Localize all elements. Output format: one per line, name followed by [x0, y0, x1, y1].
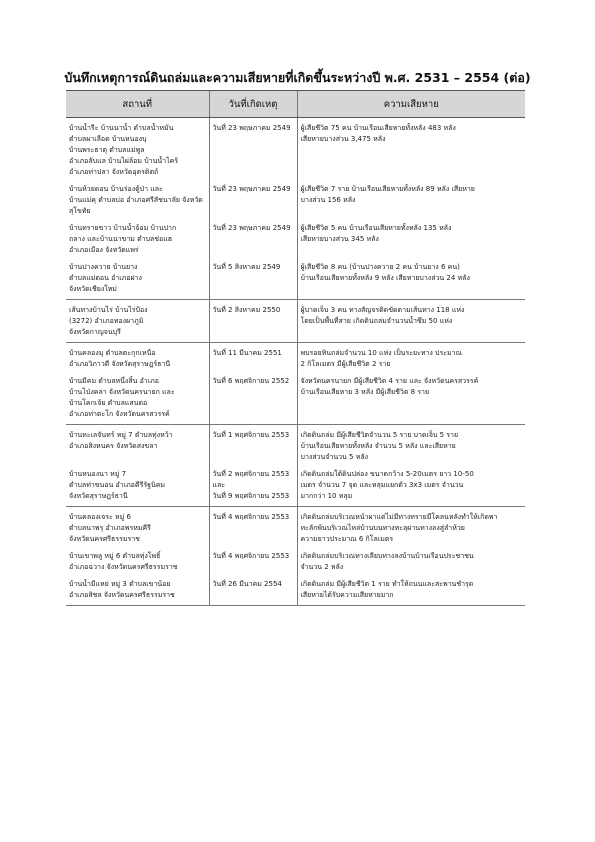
cell-date: [209, 507, 297, 546]
place-line: บ้านคลองมุ ตำบลตะกุกเหนือ: [69, 349, 156, 357]
table-row: [66, 217, 525, 256]
damage-line: เมตร จำนวน 7 จุด และหลุมแยกตัว 3x3 เมตร จำนวน: [300, 481, 464, 489]
damage-line: ผู้เสียชีวิต 5 คน บ้านเรือนเสียหายทั้งหลัง 135 หลัง: [300, 224, 452, 232]
cell-date: [209, 425, 297, 464]
cell-date: [209, 343, 297, 371]
place-line: บ้านทะเลจันทร์ หมู่ 7 ตำบลทุ่งหว้า: [69, 431, 173, 439]
place-line: อำเภอสิชล จังหวัดนครศรีธรรมราช: [69, 591, 175, 599]
damage-line: ความยาวประมาณ 6 กิโลเมตร: [300, 535, 394, 543]
date-line: วันที่ 5 สิงหาคม 2549: [212, 263, 281, 271]
damage-line: โดยเป็นพื้นที่สาย เกิดดินถล่มจำนวนน้ำซึม 50 แห่ง: [300, 317, 453, 325]
cell-date: [209, 217, 297, 256]
cell-place: [66, 178, 209, 217]
place-line: อำเภอวิภาวดี จังหวัดสุราษฎร์ธานี: [69, 360, 171, 368]
damage-line: บางส่วนจำนวน 5 หลัง: [300, 453, 369, 461]
landslide-records-table: [66, 90, 525, 606]
damage-line: ผู้เสียชีวิต 7 ราย บ้านเรือนเสียหายทั้งหลัง 89 หลัง เสียหาย: [300, 185, 475, 193]
header-place: สถานที่: [66, 91, 209, 118]
damage-line: จังหวัดนครนายก มีผู้เสียชีวิต 4 ราย และ จังหวัดนครสวรรค์: [300, 377, 479, 385]
header-damage: ความเสียหาย: [297, 91, 525, 118]
date-line: วันที่ 4 พฤศจิกายน 2553: [212, 513, 290, 521]
date-line: วันที่ 1 พฤศจิกายน 2553: [212, 431, 290, 439]
date-line: วันที่ 4 พฤศจิกายน 2553: [212, 552, 290, 560]
place-line: สุโขทัย: [69, 207, 91, 215]
damage-line: เกิดดินถล่มใต้ดินปล่อง ขนาดกว้าง 5-20เมตร ยาว 10-50: [300, 470, 474, 478]
cell-date: [209, 370, 297, 425]
place-line: บ้านพระธาตุ ตำบลแม่พูล: [69, 146, 145, 154]
cell-place: [66, 545, 209, 573]
place-line: เส้นทางบ้านไร่ บ้านไร่ป้อง: [69, 306, 148, 314]
cell-damage: [297, 178, 525, 217]
table-row: [66, 463, 525, 507]
place-line: อำเภอท่าตะโก จังหวัดนครสวรรค์: [69, 410, 170, 418]
date-line: วันที่ 11 มีนาคม 2551: [212, 349, 282, 357]
cell-damage: [297, 573, 525, 606]
cell-damage: [297, 425, 525, 464]
place-line: บ้านเขาพลู หมู่ 6 ตำบลทุ่งโพธิ์: [69, 552, 161, 560]
damage-line: ผู้เสียชีวิต 8 คน (บ้านปางควาย 2 คน บ้านยาง 6 คน): [300, 263, 460, 271]
cell-damage: [297, 370, 525, 425]
cell-date: [209, 118, 297, 179]
cell-damage: [297, 343, 525, 371]
damage-line: บางส่วน 156 หลัง: [300, 196, 356, 204]
table-row: [66, 545, 525, 573]
place-line: บ้านคลองเจระ หมู่ 6: [69, 513, 131, 521]
cell-place: [66, 507, 209, 546]
cell-damage: [297, 118, 525, 179]
cell-place: [66, 217, 209, 256]
place-line: อำเภอสิงหนคร จังหวัดสงขลา: [69, 442, 158, 450]
cell-place: [66, 118, 209, 179]
place-line: (3272) อำเภอทองผาภูมิ: [69, 317, 144, 325]
table-row: [66, 573, 525, 606]
cell-place: [66, 343, 209, 371]
cell-place: [66, 370, 209, 425]
place-line: บ้านโคกเจ้ย ตำบลแสนตอ: [69, 399, 148, 407]
place-line: จังหวัดสุราษฎร์ธานี: [69, 492, 128, 500]
cell-place: [66, 256, 209, 300]
place-line: อำเภอเมือง จังหวัดแพร่: [69, 246, 139, 254]
date-line: วันที่ 23 พฤษภาคม 2549: [212, 185, 291, 193]
place-line: อำเภอลับแล บ้านไผ่ล้อม บ้านน้ำไคร้: [69, 157, 179, 165]
cell-date: [209, 256, 297, 300]
table-row: [66, 256, 525, 300]
cell-damage: [297, 507, 525, 546]
cell-place: [66, 463, 209, 507]
damage-line: เกิดดินถล่ม มีผู้เสียชีวิต 1 ราย ทำให้ถนนและสะพานชำรุด: [300, 580, 474, 588]
place-line: บ้านน้ำรีะ บ้านนาน้ำ ตำบลน้ำหมัน: [69, 124, 174, 132]
cell-place: [66, 425, 209, 464]
damage-line: จำนวน 2 หลัง: [300, 563, 344, 571]
table-row: [66, 118, 525, 179]
cell-damage: [297, 217, 525, 256]
date-line: วันที่ 23 พฤษภาคม 2549: [212, 124, 291, 132]
damage-line: เสียหายบางส่วน 345 หลัง: [300, 235, 379, 243]
date-line: วันที่ 26 มีนาคม 2554: [212, 580, 282, 588]
date-line: วันที่ 9 พฤศจิกายน 2553: [212, 492, 290, 500]
place-line: บ้านน้ำมีแหย่ หมู่ 3 ตำบลเขาน้อย: [69, 580, 171, 588]
damage-line: บ้านเรือนเสียหายทั้งหลัง 9 หลัง เสียหายบางส่วน 24 หลัง: [300, 274, 470, 282]
cell-date: [209, 463, 297, 507]
place-line: บ้านหนองนา หมู่ 7: [69, 470, 127, 478]
place-line: อำเภอท่าปลา จังหวัดอุตรดิตถ์: [69, 168, 159, 176]
cell-date: [209, 545, 297, 573]
date-line: วันที่ 2 สิงหาคม 2550: [212, 306, 281, 314]
place-line: จังหวัดกาญจนบุรี: [69, 328, 121, 336]
damage-line: 2 กิโลเมตร มีผู้เสียชีวิต 2 ราย: [300, 360, 391, 368]
damage-line: เสียหายได้รับความเสียหายมาก: [300, 591, 394, 599]
table-header-row: [66, 91, 525, 118]
cell-date: [209, 573, 297, 606]
header-date: วันที่เกิดเหตุ: [209, 91, 297, 118]
damage-line: มากกว่า 10 หลุม: [300, 492, 353, 500]
place-line: บ้านแม่คุ ตำบลบ่อ อำเภอศรีสัชนาลัย จังหวัด: [69, 196, 203, 204]
table-row: [66, 300, 525, 343]
damage-line: เกิดดินถล่มบริเวณหน้าผาแต่ไม่มีทางทรายมีโคลนหลังทำให้เกิดพา: [300, 513, 498, 521]
place-line: บ้านมีคม ตำบลหนึ่งสิ้น อำเภอ: [69, 377, 159, 385]
damage-line: เกิดดินถล่มบริเวณทางเลียบทางลงบ้านบ้านเรือนประชาชน: [300, 552, 474, 560]
place-line: ตำบลผาเลือด บ้านหนองบุ: [69, 135, 147, 143]
cell-damage: [297, 256, 525, 300]
damage-line: บ้านเรือนเสียหาย 3 หลัง มีผู้เสียชีวิต 8 ราย: [300, 388, 430, 396]
place-line: ตำบลนาพรุ อำเภอพรหมคีรี: [69, 524, 151, 532]
cell-damage: [297, 545, 525, 573]
table-row: [66, 343, 525, 371]
date-line: และ: [212, 481, 226, 489]
damage-line: ผู้เสียชีวิต 75 คน บ้านเรือนเสียหายทั้งหลัง 483 หลัง: [300, 124, 456, 132]
table-row: [66, 370, 525, 425]
table-row: [66, 507, 525, 546]
cell-place: [66, 573, 209, 606]
page-title: บันทึกเหตุการณ์ดินถล่มและความเสียหายที่เกิดขึ้นระหว่างปี พ.ศ. 2531 – 2554 (ต่อ): [64, 70, 531, 85]
cell-date: [209, 178, 297, 217]
date-line: วันที่ 6 พฤศจิกายน 2552: [212, 377, 290, 385]
damage-line: เกิดดินถล่ม มีผู้เสียชีวิตจำนวน 5 ราย บาดเจ็บ 5 ราย: [300, 431, 459, 439]
damage-line: เสียหายบางส่วน 3,475 หลัง: [300, 135, 386, 143]
place-line: บ้านทรายขาว บ้านน้ำจ้อม บ้านปาก: [69, 224, 177, 232]
cell-date: [209, 300, 297, 343]
table-row: [66, 425, 525, 464]
table-row: [66, 178, 525, 217]
date-line: วันที่ 23 พฤษภาคม 2549: [212, 224, 291, 232]
damage-line: ทะลักพ้นบริเวณไหล่บ้านบนทางทะลุผ่านทางลงสู่ลำห้วย: [300, 524, 465, 532]
damage-line: ผู้บาดเจ็บ 3 คน ทางสัญจรติดขัดตามเส้นทาง 118 แห่ง: [300, 306, 465, 314]
place-line: บ้านห้วยดอน บ้านร่องตู้ป่า และ: [69, 185, 163, 193]
place-line: บ้านโป่งคลา จังหวัดนครนายก และ: [69, 388, 175, 396]
cell-damage: [297, 463, 525, 507]
place-line: จังหวัดนครศรีธรรมราช: [69, 535, 140, 543]
place-line: อำเภอฉวาง จังหวัดนครศรีธรรมราช: [69, 563, 178, 571]
place-line: จังหวัดเชียงใหม่: [69, 285, 117, 293]
place-line: ตำบลท่าขนอน อำเภอคีรีรัฐนิคม: [69, 481, 166, 489]
place-line: บ้านปางควาย บ้านยาง: [69, 263, 138, 271]
cell-place: [66, 300, 209, 343]
damage-line: บ้านเรือนเสียหายทั้งหลัง จำนวน 5 หลัง และเสียหาย: [300, 442, 456, 450]
damage-line: พบรอยหินถล่มจำนวน 10 แห่ง เป็นระยะทาง ประมาณ: [300, 349, 463, 357]
cell-damage: [297, 300, 525, 343]
place-line: ถลาง และบ้านนาขาม ตำบลช่อแฮ: [69, 235, 173, 243]
date-line: วันที่ 2 พฤศจิกายน 2553: [212, 470, 290, 478]
place-line: ตำบลแม่ตอน อำเภอฝาง: [69, 274, 142, 282]
